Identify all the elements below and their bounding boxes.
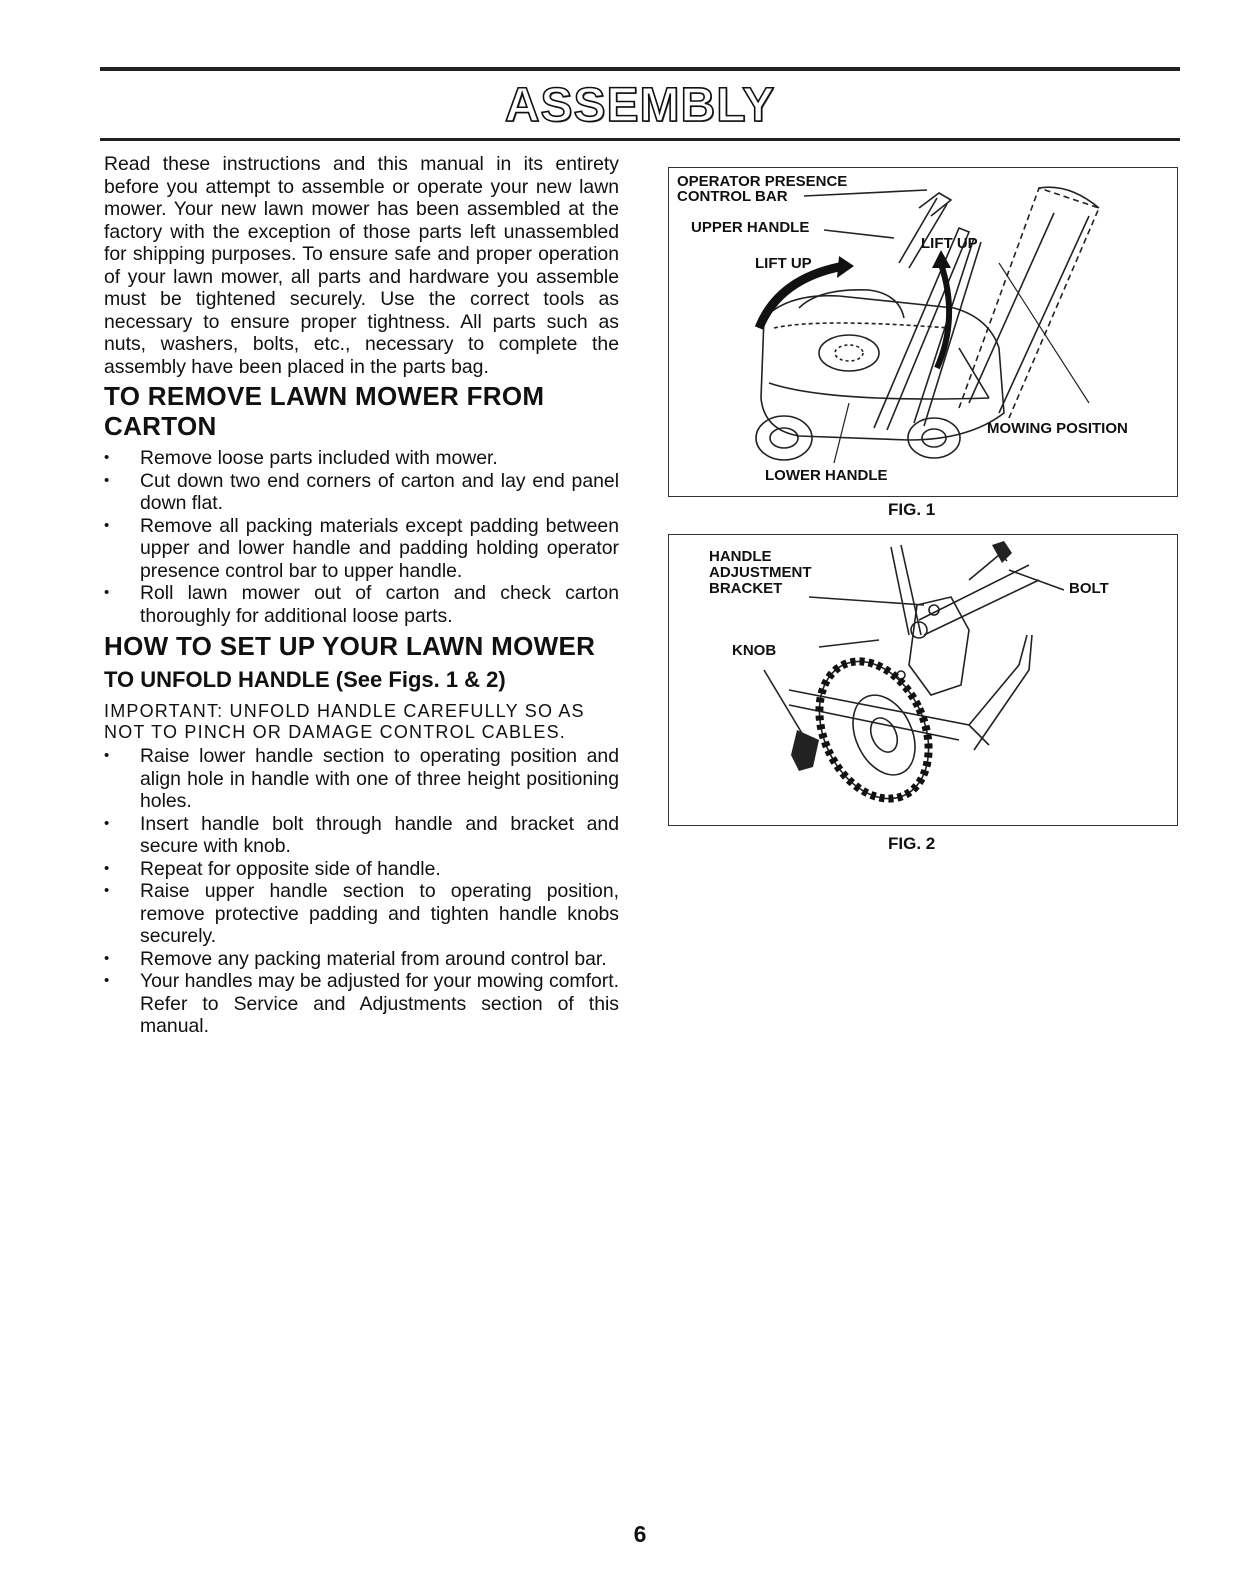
important-note: IMPORTANT: UNFOLD HANDLE CAREFULLY SO AS NOT TO PINCH OR DAMAGE CONTROL CABLES. (104, 701, 585, 742)
section-heading-remove-carton: TO REMOVE LAWN MOWER FROM CARTON (104, 381, 545, 441)
subheading-unfold-handle: TO UNFOLD HANDLE (See Figs. 1 & 2) (104, 667, 506, 692)
unfold-handle-list (104, 745, 619, 1038)
top-rule (100, 67, 1180, 71)
list-item: • Insert handle bolt through handle and bracket and secure with knob. (104, 812, 619, 857)
bullet-icon: • (104, 516, 110, 534)
instructions-column (104, 153, 619, 1042)
figure-2-caption: FIG. 2 (888, 834, 936, 853)
list-item: • Repeat for opposite side of handle. (104, 857, 441, 880)
bullet-icon: • (104, 859, 110, 877)
bullet-icon: • (104, 972, 110, 989)
label-bracket: BRACKET (709, 580, 783, 597)
list-item: • Cut down two end corners of carton and lay end panel down flat. (104, 469, 619, 514)
label-lift-up-left: LIFT UP (755, 255, 812, 272)
label-bolt: BOLT (1069, 580, 1109, 597)
label-adjustment: ADJUSTMENT (709, 564, 812, 581)
list-item: • Your handles may be adjusted for your mowing comfort. Refer to Service and Adjustments section of this manual. (104, 970, 619, 1037)
list-item: • Remove all packing materials except padding between upper and lower handle and padding holding operator presence control bar to upper handle. (104, 514, 619, 582)
bullet-icon: • (104, 584, 110, 601)
label-lift-up-right: LIFT UP (921, 235, 978, 252)
figure-2-handle-bracket (668, 534, 1178, 826)
label-lower-handle: LOWER HANDLE (765, 467, 888, 484)
bullet-icon: • (104, 747, 110, 764)
label-operator-presence: OPERATOR PRESENCE (677, 173, 848, 190)
lawn-mower-illustration (669, 168, 1177, 496)
label-mowing-position: MOWING POSITION (987, 420, 1128, 437)
intro-paragraph: Read these instructions and this manual in its entirety before you attempt to assemble or operate your new lawn mower. Your new lawn mower has been assembled at the factory with the exception of those parts left unassembled for shipping purposes. To ensure safe and proper operation of your lawn mower, all parts and hardware you assemble must be tightened securely. Use the correct tools as necessary to ensure proper tightness. All parts such as nuts, washers, bolts, etc., necessary to complete the assembly have been placed in the parts bag. (104, 153, 619, 378)
list-item: • Raise upper handle section to operating position, remove protective padding and tighten handle knobs securely. (104, 880, 619, 947)
label-knob: KNOB (732, 642, 777, 659)
bullet-icon: • (104, 949, 110, 967)
page-number: 6 (633, 1521, 647, 1547)
label-control-bar: CONTROL BAR (677, 188, 788, 205)
bullet-icon: • (104, 814, 110, 832)
page-title: ASSEMBLY (504, 79, 776, 132)
list-item: • Remove loose parts included with mower. (104, 447, 498, 469)
title-underline (100, 138, 1180, 141)
remove-carton-list (104, 447, 619, 627)
label-upper-handle: UPPER HANDLE (691, 219, 810, 236)
figure-1-caption: FIG. 1 (888, 500, 936, 519)
bullet-icon: • (104, 471, 110, 489)
list-item: • Raise lower handle section to operating position and align hole in handle with one of three height positioning holes. (104, 745, 619, 812)
bullet-icon: • (104, 449, 110, 466)
list-item: • Roll lawn mower out of carton and check carton thoroughly for additional loose parts. (104, 582, 619, 627)
list-item: • Remove any packing material from around control bar. (104, 947, 607, 970)
bullet-icon: • (104, 882, 110, 899)
figure-1-lawn-mower (668, 167, 1178, 497)
label-handle: HANDLE (709, 548, 772, 565)
section-heading-set-up: HOW TO SET UP YOUR LAWN MOWER (104, 631, 596, 661)
